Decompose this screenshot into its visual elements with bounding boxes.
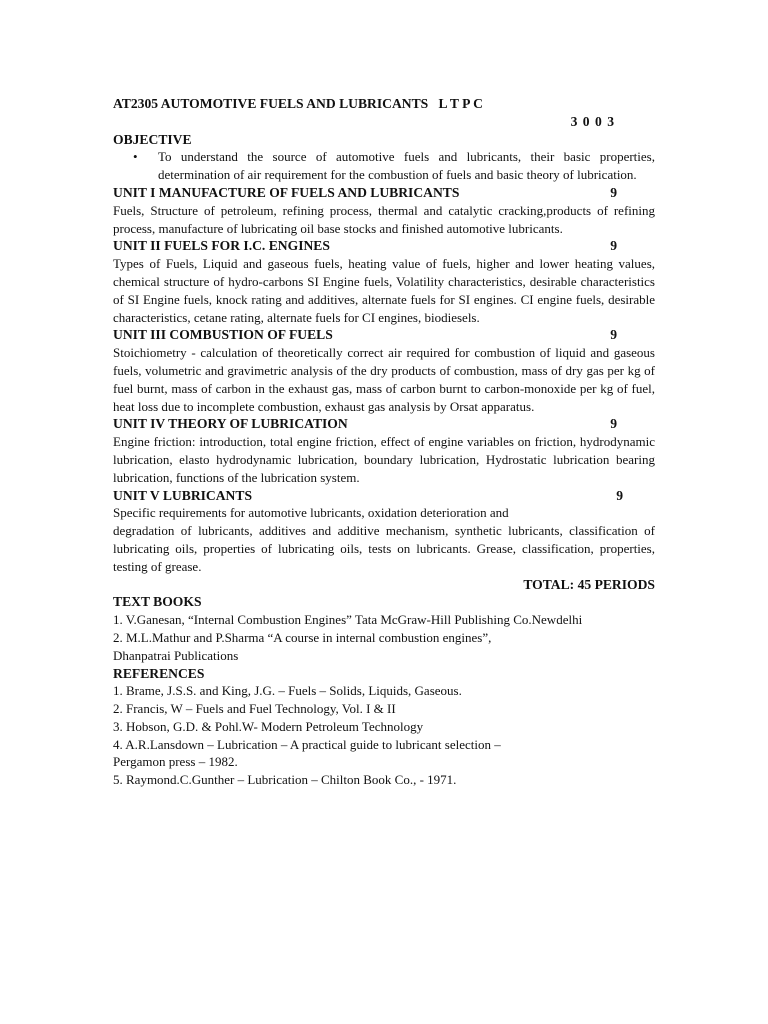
reference-item: 2. Francis, W – Fuels and Fuel Technology, Vol. I & II	[113, 701, 396, 717]
unit-1-title: UNIT I MANUFACTURE OF FUELS AND LUBRICANTS	[113, 184, 460, 200]
unit-1-hours: 9	[610, 184, 617, 200]
reference-item: 5. Raymond.C.Gunther – Lubrication – Chilton Book Co., - 1971.	[113, 772, 457, 788]
references-heading: REFERENCES	[113, 665, 205, 681]
unit-4-hours: 9	[610, 416, 617, 432]
ltpc-label: L T P C	[438, 96, 483, 111]
text-books-heading: TEXT BOOKS	[113, 594, 202, 610]
unit-4-title: UNIT IV THEORY OF LUBRICATION	[113, 416, 348, 432]
unit-3-title: UNIT III COMBUSTION OF FUELS	[113, 327, 333, 343]
unit-5-header	[113, 487, 655, 505]
course-header	[113, 95, 655, 113]
unit-4-body: Engine friction: introduction, total engine friction, effect of engine variables on friction, hydrodynamic lubrication, elasto hydrodynamic lubrication, boundary lubrication, Hydrostatic lubrication bearing lubrication, functions of the lubrication system.	[113, 434, 655, 485]
unit-1-body: Fuels, Structure of petroleum, refining process, thermal and catalytic cracking,products of refining process, manufacture of lubricating oil base stocks and finished automotive lubricants.	[113, 202, 655, 236]
objective-heading: OBJECTIVE	[113, 131, 192, 147]
reference-item: 3. Hobson, G.D. & Pohl.W- Modern Petroleum Technology	[113, 718, 424, 734]
unit-5-body-first: Specific requirements for automotive lubricants, oxidation deterioration and	[113, 505, 509, 521]
unit-5-body: degradation of lubricants, additives and additive mechanism, synthetic lubricants, classification of lubricating oils, properties of lubricating oils, tests on lubricants. Grease, classification, properties, testing of grease.	[113, 523, 655, 574]
syllabus-content	[113, 95, 655, 789]
unit-3-hours: 9	[610, 327, 617, 343]
ltpc-values: 3 0 0 3	[570, 113, 615, 129]
unit-3-header	[113, 326, 655, 344]
text-book-2-line2: Dhanpatrai Publications	[113, 647, 239, 663]
unit-2-title: UNIT II FUELS FOR I.C. ENGINES	[113, 238, 330, 254]
unit-2-header	[113, 237, 655, 255]
unit-1-header	[113, 184, 655, 202]
objective-text: To understand the source of automotive fuels and lubricants, their basic properties, determination of air requirement for the combustion of fuels and basic theory of lubrication.	[158, 149, 655, 183]
unit-2-body: Types of Fuels, Liquid and gaseous fuels, heating value of fuels, higher and lower heating values, chemical structure of hydro-carbons SI Engine fuels, Volatility characteristics, desirable characteristics of SI Engine fuels, knock rating and additives, alternate fuels for SI engines. CI engine fuels, desirable characteristics, cetane rating, alternate fuels for CI engines, biodiesels.	[113, 256, 655, 325]
unit-2-hours: 9	[610, 238, 617, 254]
unit-5-hours: 9	[616, 487, 623, 503]
text-book-1: 1. V.Ganesan, “Internal Combustion Engines” Tata McGraw-Hill Publishing Co.Newdelhi	[113, 612, 583, 628]
total-periods: TOTAL: 45 PERIODS	[523, 576, 655, 592]
unit-3-body: Stoichiometry - calculation of theoretically correct air required for combustion of liquid and gaseous fuels, volumetric and gravimetric analysis of the dry products of combustion, mass of dry gas per kg of fuel burnt, mass of carbon in the exhaust gas, mass of carbon burnt to carbon-monoxide per kg of fuel, heat loss due to incomplete combustion, exhaust gas analysis by Orsat apparatus.	[113, 345, 655, 414]
reference-item: Pergamon press – 1982.	[113, 754, 238, 770]
bullet-icon: •	[133, 149, 138, 165]
objective-item	[133, 148, 655, 184]
unit-4-header	[113, 415, 655, 433]
reference-item: 1. Brame, J.S.S. and King, J.G. – Fuels – Solids, Liquids, Gaseous.	[113, 683, 462, 699]
unit-5-title: UNIT V LUBRICANTS	[113, 487, 253, 503]
text-book-2-line1: 2. M.L.Mathur and P.Sharma “A course in internal combustion engines”,	[113, 629, 492, 645]
reference-item: 4. A.R.Lansdown – Lubrication – A practical guide to lubricant selection –	[113, 736, 501, 752]
course-title: AT2305 AUTOMOTIVE FUELS AND LUBRICANTS	[113, 96, 429, 111]
objective-list	[113, 148, 655, 184]
